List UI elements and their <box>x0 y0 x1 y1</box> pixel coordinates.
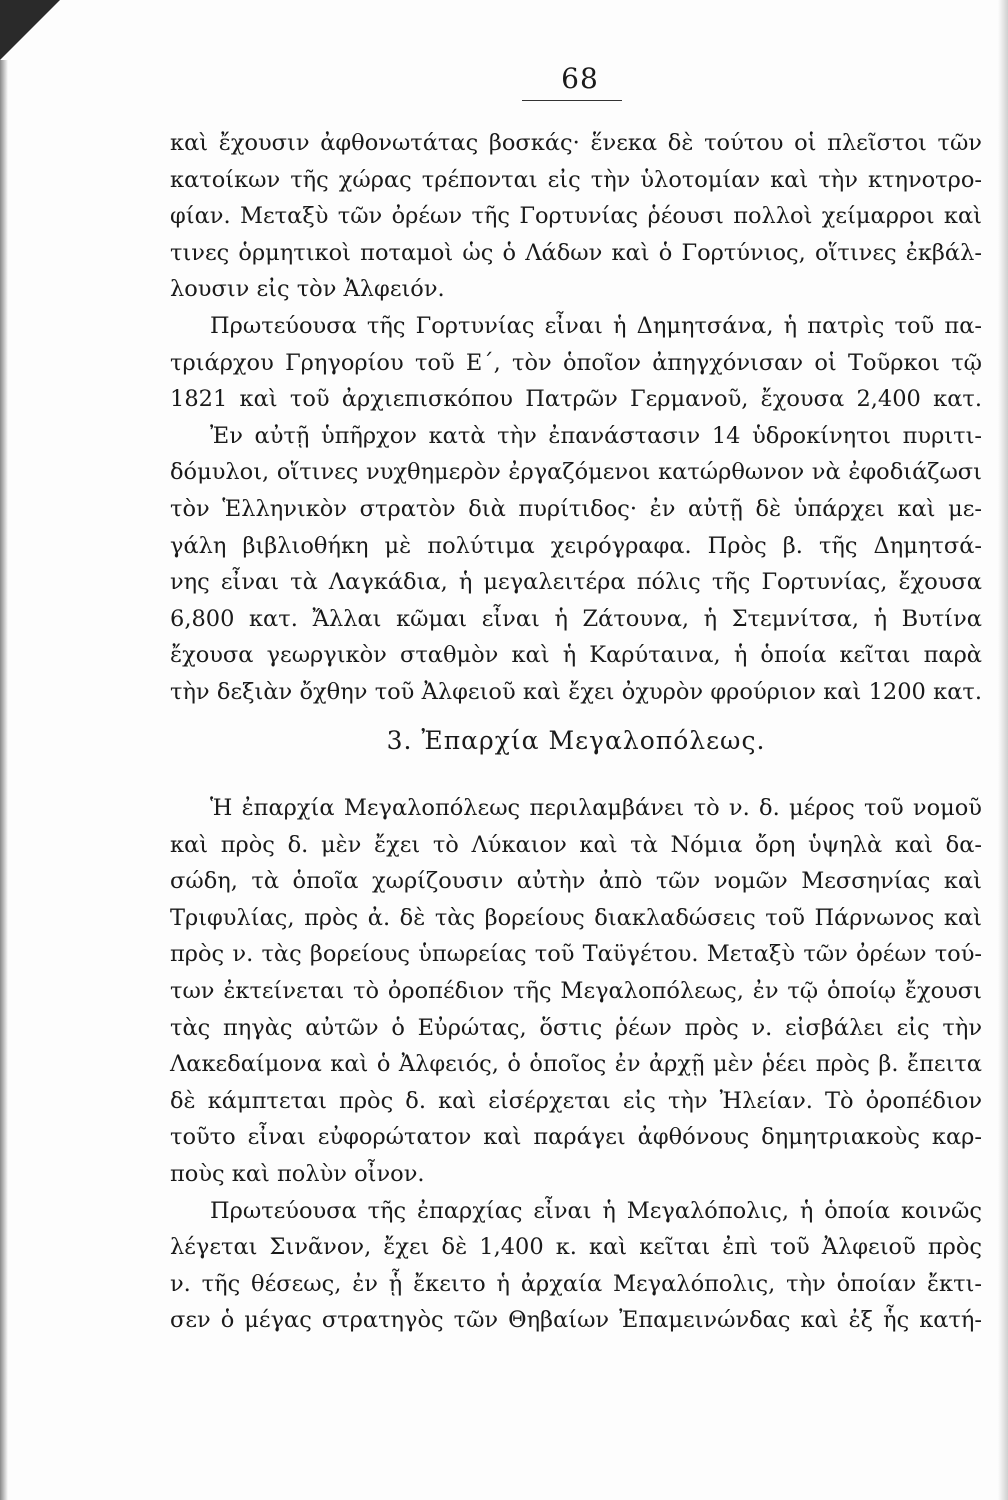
text-line: φίαν. Μεταξὺ τῶν ὀρέων τῆς Γορτυνίας ῥέουσι πολλοὶ χείμαρροι καὶ <box>170 203 982 230</box>
text-line: τριάρχου Γρηγορίου τοῦ Ε΄, τὸν ὁποῖον ἀπηγχόνισαν οἱ Τοῦρκοι τῷ <box>170 349 982 376</box>
text-line: ν. τῆς θέσεως, ἐν ᾗ ἔκειτο ἡ ἀρχαία Μεγαλόπολις, τὴν ὁποίαν ἔκτι- <box>170 1270 982 1297</box>
text-line: πρὸς ν. τὰς βορείους ὑπωρείας τοῦ Ταϋγέτου. Μεταξὺ τῶν ὀρέων τού- <box>170 941 982 968</box>
text-line: καὶ πρὸς δ. μὲν ἔχει τὸ Λύκαιον καὶ τὰ Νόμια ὄρη ὑψηλὰ καὶ δα- <box>170 831 982 858</box>
text-line: 1821 καὶ τοῦ ἀρχιεπισκόπου Πατρῶν Γερμανοῦ, ἔχουσα 2,400 κατ. <box>170 386 982 413</box>
page-number-rule <box>522 100 622 101</box>
text-line: λέγεται Σινᾶνον, ἔχει δὲ 1,400 κ. καὶ κεῖται ἐπὶ τοῦ Ἀλφειοῦ πρὸς <box>170 1234 982 1261</box>
text-line: Πρωτεύουσα τῆς ἐπαρχίας εἶναι ἡ Μεγαλόπολις, ἡ ὁποία κοινῶς <box>210 1197 982 1224</box>
text-line: κατοίκων τῆς χώρας τρέπονται εἰς τὴν ὑλοτομίαν καὶ τὴν κτηνοτρο- <box>170 166 982 193</box>
section-gortynia-text <box>170 125 982 711</box>
text-line: Ἐν αὐτῇ ὑπῆρχον κατὰ τὴν ἐπανάστασιν 14 ὑδροκίνητοι πυριτι- <box>210 422 982 449</box>
text-line: των ἐκτείνεται τὸ ὀροπέδιον τῆς Μεγαλοπόλεως, ἐν τῷ ὁποίῳ ἔχουσι <box>170 977 982 1004</box>
section-megalopolis-text <box>170 790 982 1339</box>
text-line: δὲ κάμπτεται πρὸς δ. καὶ εἰσέρχεται εἰς τὴν Ἠλείαν. Τὸ ὀροπέδιον <box>170 1087 982 1114</box>
text-line: Τριφυλίας, πρὸς ἀ. δὲ τὰς βορείους διακλαδώσεις τοῦ Πάρνωνος καὶ <box>170 904 982 931</box>
text-line: Λακεδαίμονα καὶ ὁ Ἀλφειός, ὁ ὁποῖος ἐν ἀρχῇ μὲν ῥέει πρὸς β. ἔπειτα <box>170 1051 982 1078</box>
text-line: Ἡ ἐπαρχία Μεγαλοπόλεως περιλαμβάνει τὸ ν. δ. μέρος τοῦ νομοῦ <box>210 795 982 821</box>
page-edge <box>998 0 1008 1500</box>
folded-corner <box>0 0 60 60</box>
section-heading: 3. Ἐπαρχία Μεγαλοπόλεως. <box>386 726 766 755</box>
text-line: γάλη βιβλιοθήκη μὲ πολύτιμα χειρόγραφα. Πρὸς β. τῆς Δημητσά- <box>170 532 982 559</box>
text-line: τὸν Ἑλληνικὸν στρατὸν διὰ πυρίτιδος· ἐν αὐτῇ δὲ ὑπάρχει καὶ με- <box>170 495 982 522</box>
text-line: τοῦτο εἶναι εὐφορώτατον καὶ παράγει ἀφθόνους δημητριακοὺς καρ- <box>170 1124 982 1151</box>
text-line: λουσιν εἰς τὸν Ἀλφειόν. <box>170 276 445 303</box>
text-line: σεν ὁ μέγας στρατηγὸς τῶν Θηβαίων Ἐπαμεινώνδας καὶ ἐξ ἧς κατή- <box>170 1307 982 1334</box>
text-line: νης εἶναι τὰ Λαγκάδια, ἡ μεγαλειτέρα πόλις τῆς Γορτυνίας, ἔχουσα <box>170 569 982 596</box>
text-line: ποὺς καὶ πολὺν οἶνον. <box>170 1160 425 1187</box>
text-line: σώδη, τὰ ὁποῖα χωρίζουσιν αὐτὴν ἀπὸ τῶν νομῶν Μεσσηνίας καὶ <box>170 868 982 895</box>
text-line: τινες ὁρμητικοὶ ποταμοὶ ὡς ὁ Λάδων καὶ ὁ Γορτύνιος, οἵτινες ἐκβάλ- <box>170 239 982 266</box>
text-line: καὶ ἔχουσιν ἀφθονωτάτας βοσκάς· ἕνεκα δὲ τούτου οἱ πλεῖστοι τῶν <box>170 130 982 156</box>
page-number: 68 <box>561 62 599 95</box>
text-line: ἔχουσα γεωργικὸν σταθμὸν καὶ ἡ Καρύταινα, ἡ ὁποία κεῖται παρὰ <box>170 642 982 669</box>
text-line: τὴν δεξιὰν ὄχθην τοῦ Ἀλφειοῦ καὶ ἔχει ὀχυρὸν φρούριον καὶ 1200 κατ. <box>170 678 982 705</box>
text-line: δόμυλοι, οἵτινες νυχθημερὸν ἐργαζόμενοι κατώρθωνον νὰ ἐφοδιάζωσι <box>170 459 982 486</box>
binding-shadow <box>0 60 8 1500</box>
text-line: Πρωτεύουσα τῆς Γορτυνίας εἶναι ἡ Δημητσάνα, ἡ πατρὶς τοῦ πα- <box>210 312 982 339</box>
text-line: 6,800 κατ. Ἄλλαι κῶμαι εἶναι ἡ Ζάτουνα, ἡ Στεμνίτσα, ἡ Βυτίνα <box>170 605 982 632</box>
text-line: τὰς πηγὰς αὐτῶν ὁ Εὐρώτας, ὅστις ῥέων πρὸς ν. εἰσβάλει εἰς τὴν <box>170 1014 982 1041</box>
